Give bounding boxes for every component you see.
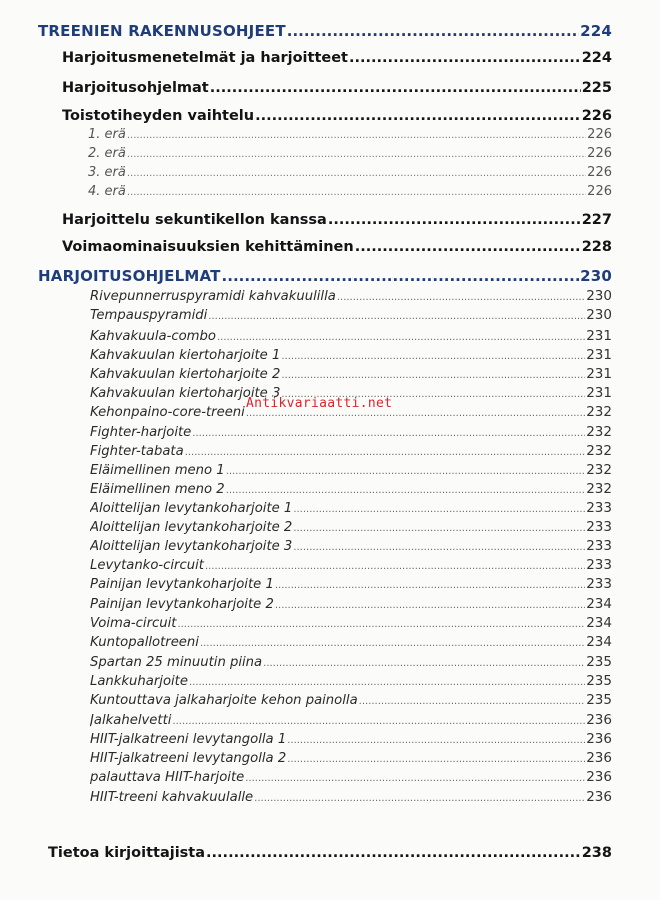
toc-entry — [38, 22, 612, 40]
toc-entry-title: HARJOITUSOHJELMAT — [38, 267, 221, 285]
toc-entry-page: 224 — [580, 22, 612, 40]
toc-entry-page: 232 — [586, 404, 612, 420]
toc-entry-title: Kehonpaino-core-treeni — [90, 405, 245, 420]
toc-entry-page: 234 — [586, 596, 612, 612]
toc-entry-title: Kuntopallotreeni — [90, 635, 199, 650]
dot-leader — [127, 149, 586, 160]
toc-entry-title: Eläimellinen meno 1 — [90, 463, 225, 478]
toc-entry-page: 227 — [581, 212, 612, 228]
dot-leader — [192, 428, 585, 439]
dot-leader — [255, 108, 581, 124]
toc-entry-page: 232 — [586, 424, 612, 440]
toc-entry-page: 230 — [586, 288, 612, 304]
toc-entry — [88, 146, 612, 161]
toc-entry-page: 236 — [586, 731, 612, 747]
toc-entry-title: Kahvakuula-combo — [90, 329, 216, 344]
toc-entry-page: 235 — [586, 692, 612, 708]
toc-entry-title: Kahvakuulan kiertoharjoite 3 — [90, 386, 281, 401]
toc-entry-page: 236 — [586, 789, 612, 805]
toc-entry — [90, 634, 612, 650]
toc-entry-page: 226 — [587, 184, 612, 199]
toc-entry-page: 232 — [586, 443, 612, 459]
toc-entry — [90, 500, 612, 516]
dot-leader — [328, 212, 581, 228]
toc-entry-title: Kahvakuulan kiertoharjoite 2 — [90, 367, 281, 382]
toc-entry-page: 233 — [586, 538, 612, 554]
dot-leader — [359, 696, 586, 707]
dot-leader — [337, 292, 585, 303]
toc-entry — [90, 654, 612, 670]
toc-entry — [90, 288, 612, 304]
toc-entry-page: 233 — [586, 576, 612, 592]
toc-entry-page: 236 — [586, 712, 612, 728]
dot-leader — [275, 600, 585, 611]
toc-entry-page: 233 — [586, 500, 612, 516]
toc-entry-title: Kahvakuulan kiertoharjoite 1 — [90, 348, 281, 363]
toc-entry-title: Toistotiheyden vaihtelu — [62, 108, 255, 124]
toc-entry — [88, 184, 612, 199]
toc-entry — [90, 481, 612, 497]
toc-entry-page: 226 — [587, 165, 612, 180]
toc-entry — [90, 596, 612, 612]
dot-leader — [210, 80, 581, 96]
toc-entry — [90, 347, 612, 363]
dot-leader — [185, 447, 586, 458]
toc-entry-title: Aloittelijan levytankoharjoite 3 — [90, 539, 293, 554]
toc-entry — [90, 576, 612, 592]
dot-leader — [127, 168, 586, 179]
dot-leader — [287, 754, 585, 765]
toc-entry-page: 231 — [586, 347, 612, 363]
toc-entry — [88, 165, 612, 180]
toc-entry-page: 231 — [586, 385, 612, 401]
toc-entry — [38, 267, 612, 285]
toc-entry — [90, 769, 612, 785]
dot-leader — [254, 793, 585, 804]
toc-entry — [90, 538, 612, 554]
toc-entry — [90, 307, 612, 323]
toc-entry-title: TREENIEN RAKENNUSOHJEET — [38, 22, 286, 40]
dot-leader — [287, 22, 579, 40]
toc-entry-title: Tempauspyramidi — [90, 308, 208, 323]
toc-entry-title: Lankkuharjoite — [90, 674, 188, 689]
toc-entry — [90, 424, 612, 440]
toc-entry-page: 224 — [581, 50, 612, 66]
dot-leader — [245, 773, 585, 784]
toc-entry-page: 236 — [586, 750, 612, 766]
toc-entry-title: Tietoa kirjoittajista — [48, 845, 206, 861]
toc-entry-title: HIIT-treeni kahvakuulalle — [90, 790, 254, 805]
dot-leader — [281, 351, 585, 362]
dot-leader — [293, 523, 585, 534]
toc-entry — [90, 366, 612, 382]
dot-leader — [205, 561, 585, 572]
dot-leader — [177, 619, 585, 630]
toc-entry-title: palauttava HIIT-harjoite — [90, 770, 245, 785]
toc-entry-title: Spartan 25 minuutin piina — [90, 655, 263, 670]
toc-entry — [90, 750, 612, 766]
toc-entry-page: 233 — [586, 519, 612, 535]
toc-entry — [90, 462, 612, 478]
toc-entry-title: Rivepunnerruspyramidi kahvakuulilla — [90, 289, 336, 304]
toc-entry — [62, 212, 612, 228]
toc-entry-title: Jalkahelvetti — [90, 713, 172, 728]
dot-leader — [127, 130, 586, 141]
toc-entry — [90, 519, 612, 535]
toc-entry-page: 236 — [586, 769, 612, 785]
toc-entry-page: 234 — [586, 634, 612, 650]
toc-entry-title: Painijan levytankoharjoite 1 — [90, 577, 274, 592]
toc-entry — [62, 239, 612, 255]
dot-leader — [226, 466, 586, 477]
dot-leader — [355, 239, 581, 255]
toc-entry-page: 234 — [586, 615, 612, 631]
dot-leader — [263, 658, 585, 669]
toc-entry-title: 1. erä — [88, 127, 126, 142]
toc-entry-page: 235 — [586, 673, 612, 689]
toc-entry-page: 226 — [587, 146, 612, 161]
toc-entry-title: Kuntouttava jalkaharjoite kehon painolla — [90, 693, 358, 708]
toc-entry-title: 3. erä — [88, 165, 126, 180]
toc-entry — [62, 80, 612, 96]
toc-entry-title: Harjoittelu sekuntikellon kanssa — [62, 212, 327, 228]
toc-entry-title: Aloittelijan levytankoharjoite 1 — [90, 501, 293, 516]
toc-entry-title: Eläimellinen meno 2 — [90, 482, 225, 497]
toc-entry-title: Aloittelijan levytankoharjoite 2 — [90, 520, 293, 535]
dot-leader — [189, 677, 585, 688]
toc-entry — [62, 50, 612, 66]
dot-leader — [226, 485, 586, 496]
toc-entry — [90, 731, 612, 747]
toc-entry — [90, 712, 612, 728]
toc-entry-title: Harjoitusohjelmat — [62, 80, 209, 96]
toc-entry-title: 4. erä — [88, 184, 126, 199]
toc-entry — [48, 845, 612, 861]
toc-entry-page: 231 — [586, 328, 612, 344]
dot-leader — [293, 542, 585, 553]
dot-leader — [172, 716, 585, 727]
dot-leader — [200, 638, 585, 649]
toc-entry — [90, 557, 612, 573]
dot-leader — [281, 370, 585, 381]
toc-entry-page: 228 — [581, 239, 612, 255]
dot-leader — [275, 580, 585, 591]
toc-entry-page: 233 — [586, 557, 612, 573]
toc-entry-title: Voimaominaisuuksien kehittäminen — [62, 239, 354, 255]
toc-entry-page: 235 — [586, 654, 612, 670]
toc-entry — [88, 127, 612, 142]
toc-entry-page: 231 — [586, 366, 612, 382]
dot-leader — [293, 504, 585, 515]
toc-entry-page: 238 — [581, 845, 612, 861]
toc-entry-title: Harjoitusmenetelmät ja harjoitteet — [62, 50, 348, 66]
toc-entry-title: Fighter-tabata — [90, 444, 184, 459]
toc-entry — [90, 692, 612, 708]
toc-entry — [90, 328, 612, 344]
toc-entry-title: Painijan levytankoharjoite 2 — [90, 597, 274, 612]
toc-entry-title: 2. erä — [88, 146, 126, 161]
toc-entry-page: 230 — [580, 267, 612, 285]
toc-entry — [90, 443, 612, 459]
toc-entry-title: Fighter-harjoite — [90, 425, 192, 440]
dot-leader — [127, 187, 586, 198]
watermark: Antikvariaatti.net — [246, 396, 393, 411]
toc-entry — [90, 789, 612, 805]
toc-entry — [90, 673, 612, 689]
dot-leader — [287, 735, 585, 746]
dot-leader — [349, 50, 581, 66]
toc-entry — [62, 108, 612, 124]
toc-entry-page: 230 — [586, 307, 612, 323]
dot-leader — [208, 311, 585, 322]
dot-leader — [222, 267, 580, 285]
toc-entry-title: HIIT-jalkatreeni levytangolla 1 — [90, 732, 287, 747]
toc-entry-page: 226 — [587, 127, 612, 142]
toc-entry — [90, 615, 612, 631]
toc-entry-title: HIIT-jalkatreeni levytangolla 2 — [90, 751, 287, 766]
toc-entry-title: Voima-circuit — [90, 616, 177, 631]
toc-entry-page: 226 — [581, 108, 612, 124]
dot-leader — [217, 332, 585, 343]
toc-entry-page: 232 — [586, 481, 612, 497]
toc-entry-title: Levytanko-circuit — [90, 558, 204, 573]
dot-leader — [206, 845, 581, 861]
toc-entry-page: 225 — [581, 80, 612, 96]
toc-entry-page: 232 — [586, 462, 612, 478]
